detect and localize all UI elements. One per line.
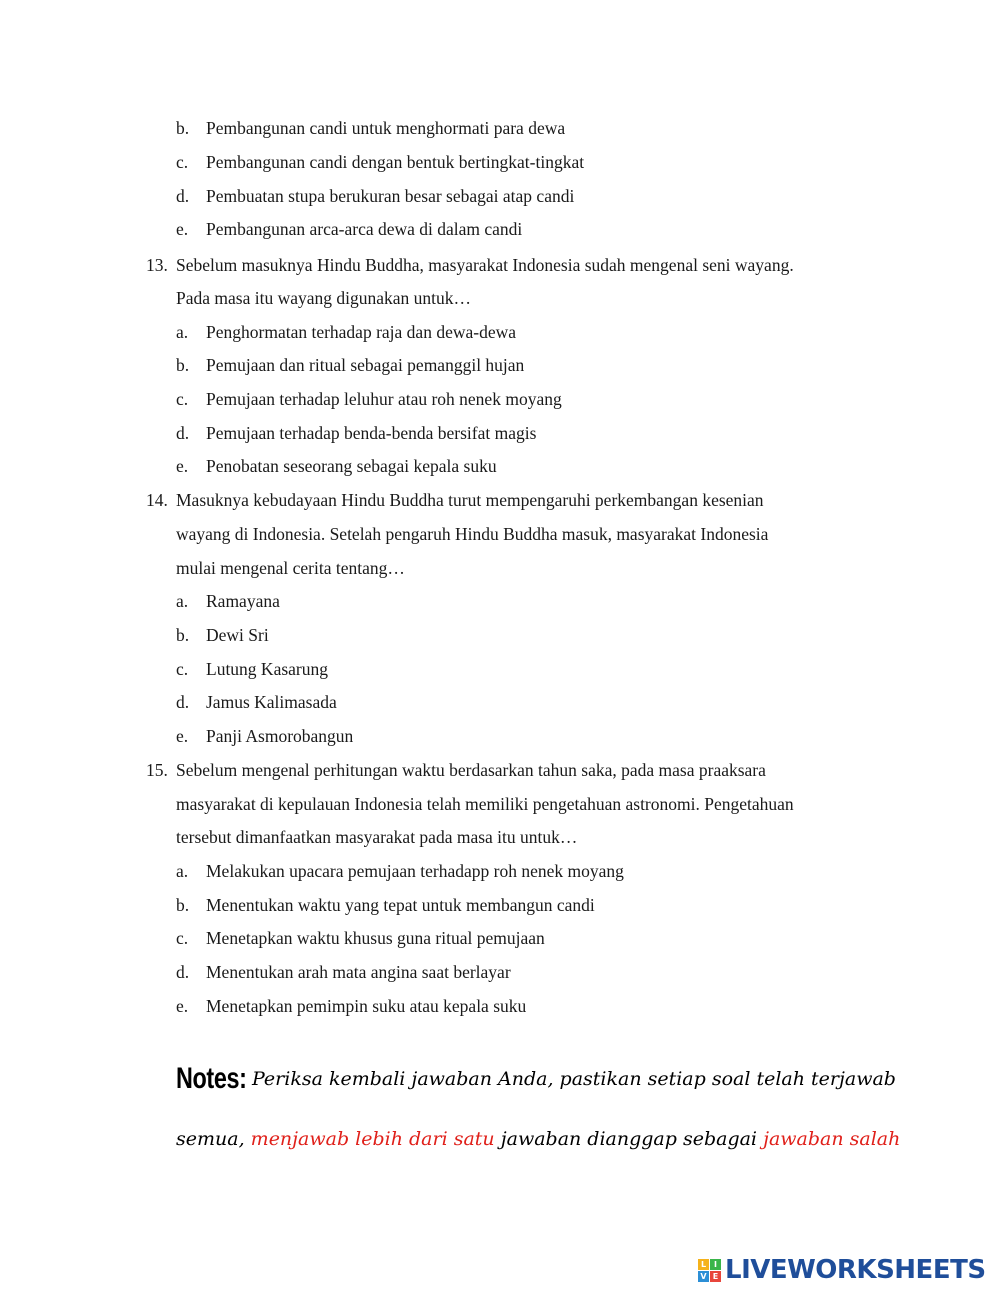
option-letter: c. (176, 152, 189, 172)
option-text: Menentukan waktu yang tepat untuk membangun candi (206, 895, 595, 915)
logo-icon-tile: V (698, 1271, 709, 1282)
option-text: Menetapkan waktu khusus guna ritual pemujaan (206, 928, 545, 948)
option-text: Melakukan upacara pemujaan terhadapp roh nenek moyang (206, 861, 624, 881)
option-letter: c. (176, 389, 189, 409)
option-text: Pemujaan terhadap benda-benda bersifat magis (206, 423, 537, 443)
notes-warning: jawaban salah (763, 1128, 901, 1150)
option-letter: c. (176, 928, 189, 948)
logo-icon-tile: L (698, 1259, 709, 1270)
option-letter: e. (176, 996, 189, 1016)
option-letter: a. (176, 322, 189, 342)
question-text: masyarakat di kepulauan Indonesia telah memiliki pengetahuan astronomi. Pengetahuan (176, 794, 794, 814)
notes-line-2 (176, 1128, 900, 1150)
option-text: Penghormatan terhadap raja dan dewa-dewa (206, 322, 516, 342)
question-text: tersebut dimanfaatkan masyarakat pada masa itu untuk… (176, 827, 578, 847)
logo-icon-tile: I (710, 1259, 721, 1270)
liveworksheets-icon (698, 1259, 721, 1282)
option-text: Menentukan arah mata angina saat berlayar (206, 962, 511, 982)
option-text: Dewi Sri (206, 625, 269, 645)
liveworksheets-logo (698, 1255, 986, 1285)
option-letter: b. (176, 625, 190, 645)
option-text: Pembangunan candi dengan bentuk bertingkat-tingkat (206, 152, 585, 172)
option-letter: e. (176, 456, 189, 476)
option-text: Panji Asmorobangun (206, 726, 354, 746)
notes-warning: menjawab lebih dari satu (250, 1128, 495, 1150)
logo-text: LIVEWORKSHEETS (725, 1255, 986, 1285)
option-letter: d. (176, 692, 190, 712)
question-text: Sebelum mengenal perhitungan waktu berdasarkan tahun saka, pada masa praaksara (176, 760, 766, 780)
option-text: Ramayana (206, 591, 280, 611)
option-letter: a. (176, 591, 189, 611)
option-letter: b. (176, 895, 190, 915)
question-text: wayang di Indonesia. Setelah pengaruh Hindu Buddha masuk, masyarakat Indonesia (176, 524, 769, 544)
option-text: Pembangunan candi untuk menghormati para dewa (206, 118, 566, 138)
option-text: Pemujaan terhadap leluhur atau roh nenek moyang (206, 389, 562, 409)
option-letter: e. (176, 219, 189, 239)
question-text: Sebelum masuknya Hindu Buddha, masyarakat Indonesia sudah mengenal seni wayang. (176, 255, 794, 275)
option-text: Pembangunan arca-arca dewa di dalam candi (206, 219, 523, 239)
option-text: Pembuatan stupa berukuran besar sebagai atap candi (206, 186, 575, 206)
option-text: Lutung Kasarung (206, 659, 328, 679)
question-text: mulai mengenal cerita tentang… (176, 558, 405, 578)
option-text: Menetapkan pemimpin suku atau kepala suku (206, 996, 527, 1016)
option-text: Jamus Kalimasada (206, 692, 337, 712)
option-letter: d. (176, 962, 190, 982)
notes-title: Notes: (176, 1062, 247, 1095)
option-text: Penobatan seseorang sebagai kepala suku (206, 456, 497, 476)
notes-text: jawaban dianggap sebagai (500, 1128, 758, 1150)
option-letter: b. (176, 118, 190, 138)
option-letter: d. (176, 423, 190, 443)
question-number: 15. (146, 760, 168, 780)
question-text: Pada masa itu wayang digunakan untuk… (176, 288, 472, 308)
notes-text: semua, (176, 1128, 245, 1150)
question-text: Masuknya kebudayaan Hindu Buddha turut mempengaruhi perkembangan kesenian (176, 490, 764, 510)
question-number: 13. (146, 255, 168, 275)
option-letter: b. (176, 355, 190, 375)
option-letter: e. (176, 726, 189, 746)
notes-line-1: Periksa kembali jawaban Anda, pastikan setiap soal telah terjawab (252, 1068, 896, 1090)
logo-icon-tile: E (710, 1271, 721, 1282)
option-letter: c. (176, 659, 189, 679)
option-letter: a. (176, 861, 189, 881)
option-text: Pemujaan dan ritual sebagai pemanggil hujan (206, 355, 525, 375)
option-letter: d. (176, 186, 190, 206)
question-number: 14. (146, 490, 168, 510)
